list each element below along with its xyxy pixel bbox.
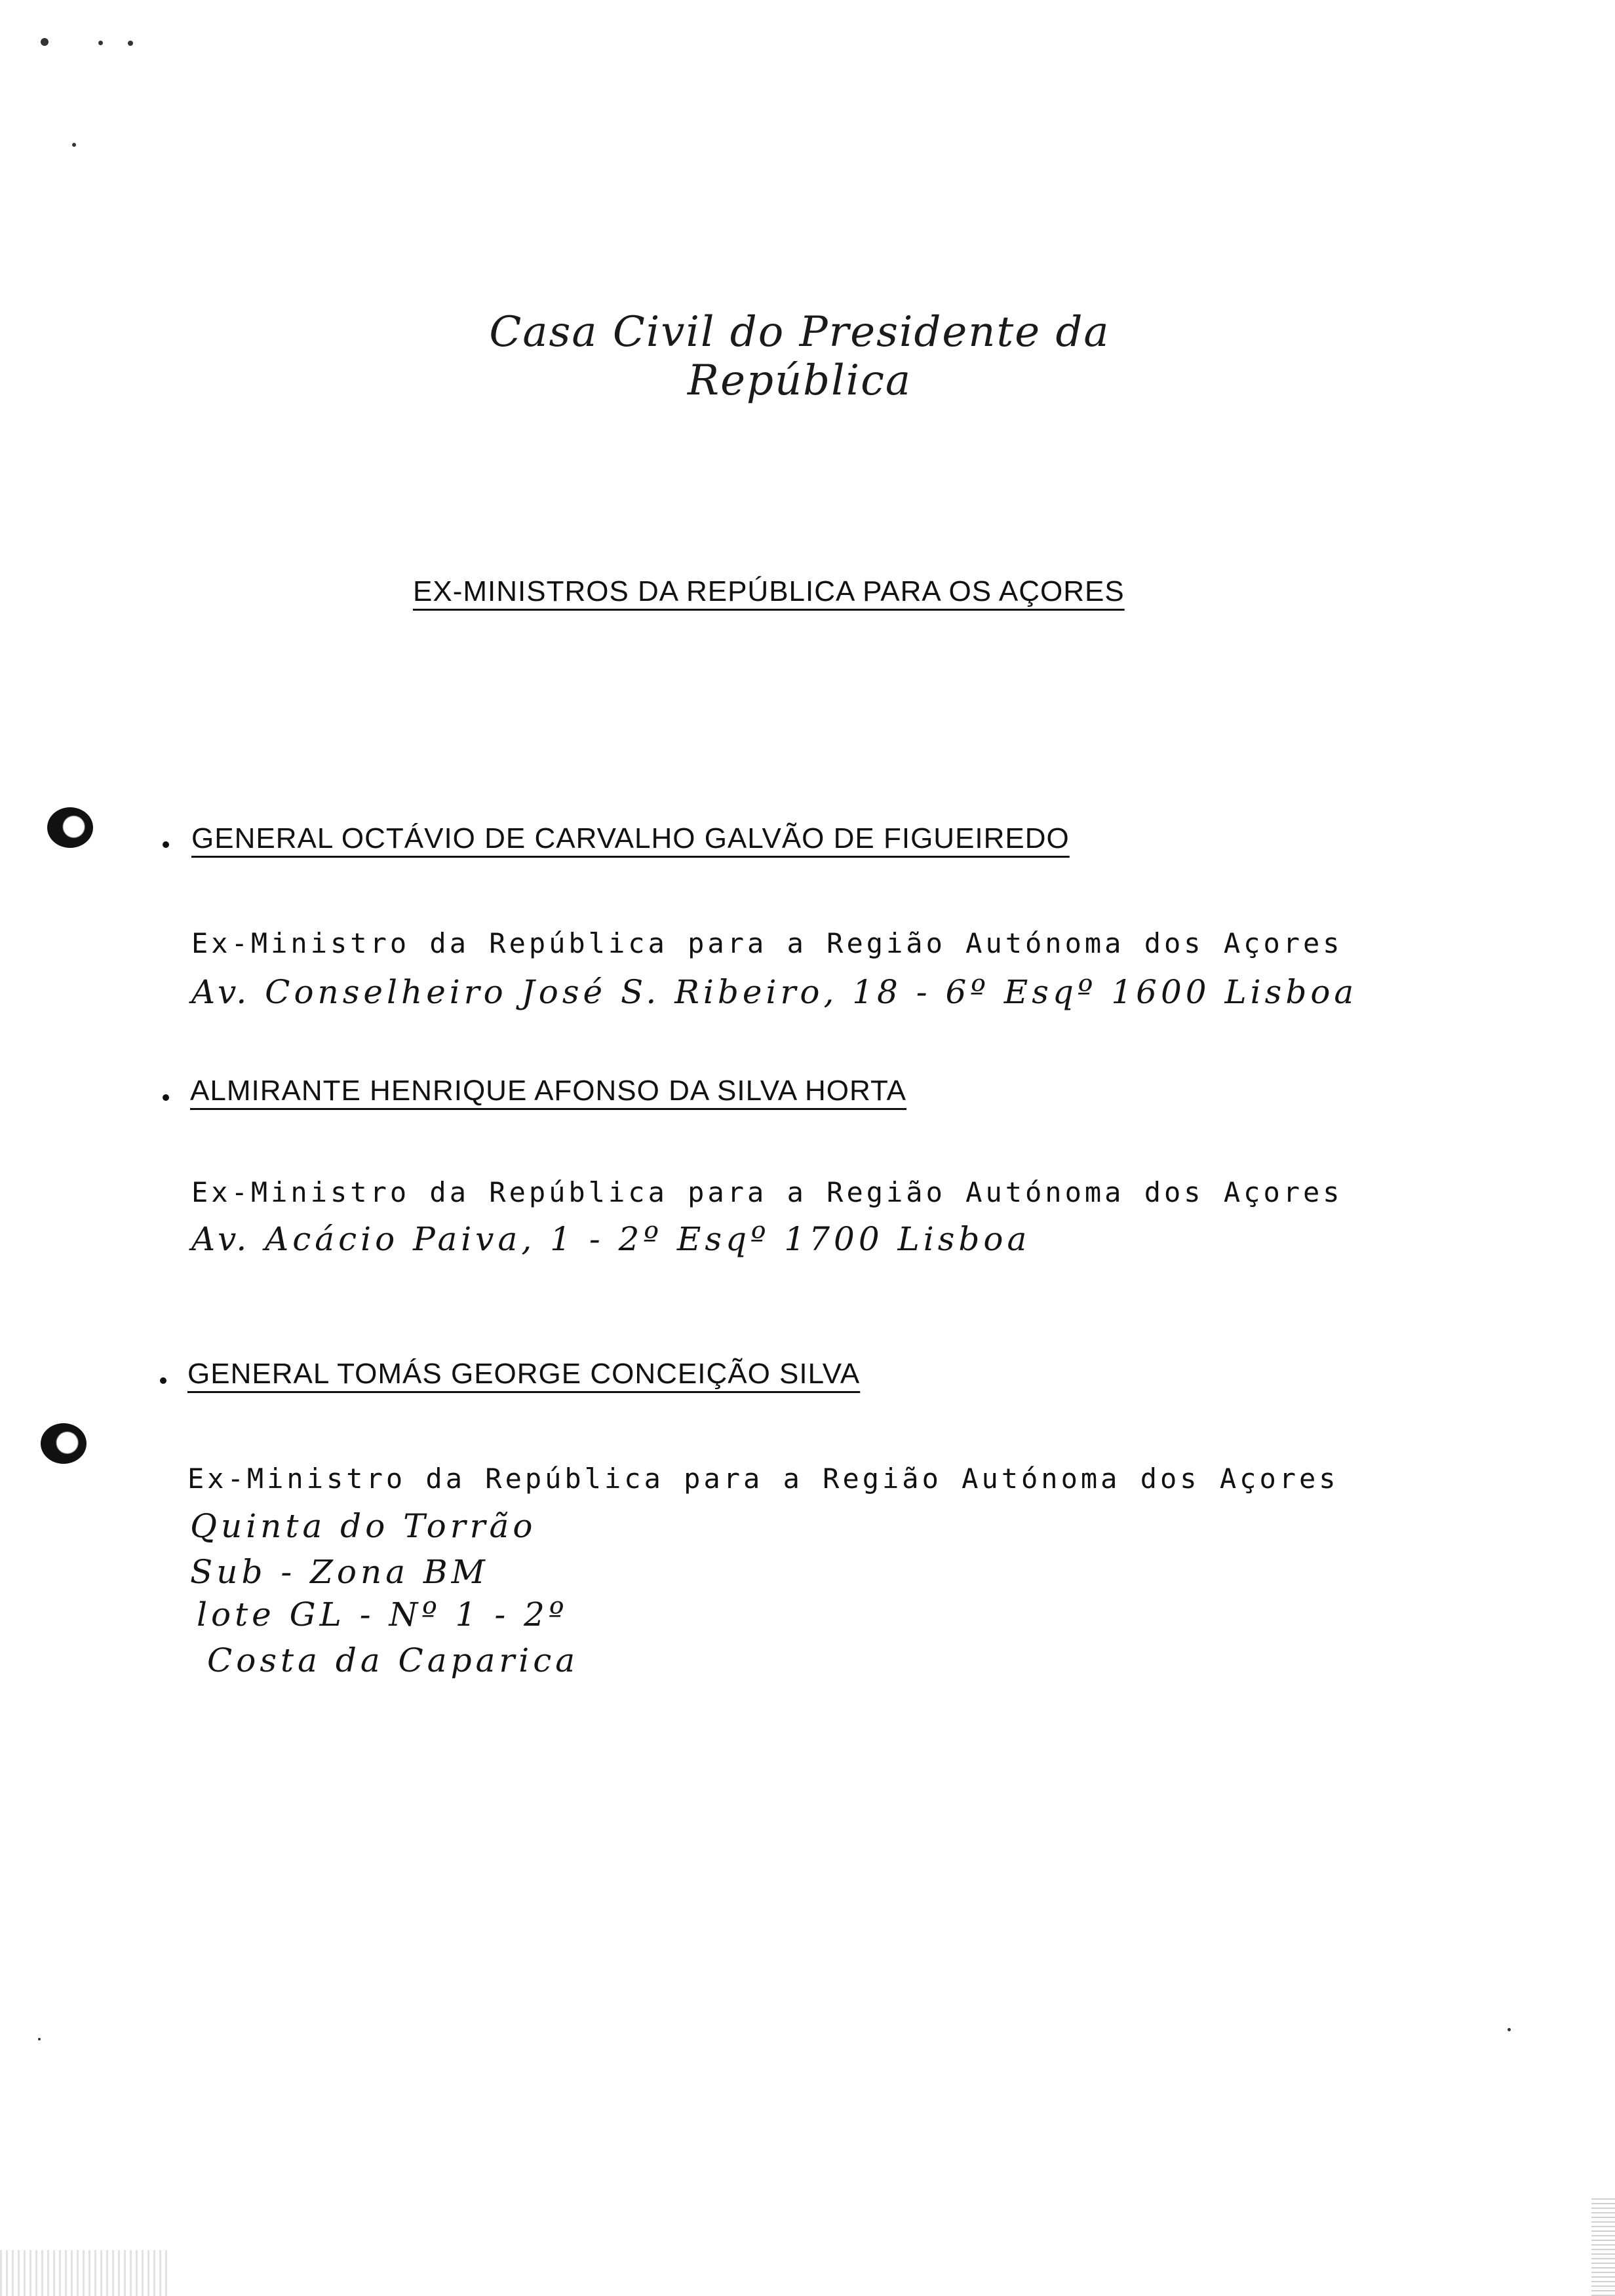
handwritten-address: Av. Acácio Paiva, 1 - 2º Esqº 1700 Lisboa: [191, 1220, 1031, 1258]
handwritten-address-line: Quinta do Torrão: [190, 1507, 537, 1545]
handwritten-address: Av. Conselheiro José S. Ribeiro, 18 - 6º Esqº 1600 Lisboa: [191, 973, 1358, 1011]
bullet-icon: [163, 1094, 169, 1101]
entry-role: Ex-Ministro da República para a Região Autónoma dos Açores: [191, 1176, 1343, 1208]
scan-edge-noise: [0, 2250, 170, 2296]
handwritten-address-line: lote GL - Nº 1 - 2º: [197, 1596, 568, 1634]
entry-name: GENERAL TOMÁS GEORGE CONCEIÇÃO SILVA: [187, 1358, 861, 1390]
scan-speck: [41, 38, 49, 46]
bullet-icon: [160, 1377, 166, 1384]
scan-edge-noise: [1591, 2198, 1615, 2296]
bullet-icon: [163, 841, 169, 848]
scan-speck: [72, 143, 76, 147]
handwritten-address-line: Costa da Caparica: [207, 1641, 579, 1679]
entry-role: Ex-Ministro da República para a Região Autónoma dos Açores: [187, 1463, 1339, 1495]
entry-name: GENERAL OCTÁVIO DE CARVALHO GALVÃO DE FIGUEIREDO: [191, 822, 1070, 854]
letterhead: Casa Civil do Presidente da República: [489, 308, 1110, 405]
scan-speck: [128, 41, 133, 46]
document-title: EX-MINISTROS DA REPÚBLICA PARA OS AÇORES: [413, 575, 1125, 607]
entry-role: Ex-Ministro da República para a Região Autónoma dos Açores: [191, 927, 1343, 959]
scan-speck: [98, 41, 103, 45]
scan-speck: [1508, 2028, 1511, 2031]
punch-hole: [47, 807, 93, 848]
handwritten-address-line: Sub - Zona BM: [190, 1553, 489, 1591]
entry-name: ALMIRANTE HENRIQUE AFONSO DA SILVA HORTA: [190, 1075, 906, 1107]
scan-speck: [38, 2038, 41, 2040]
punch-hole: [41, 1423, 87, 1464]
